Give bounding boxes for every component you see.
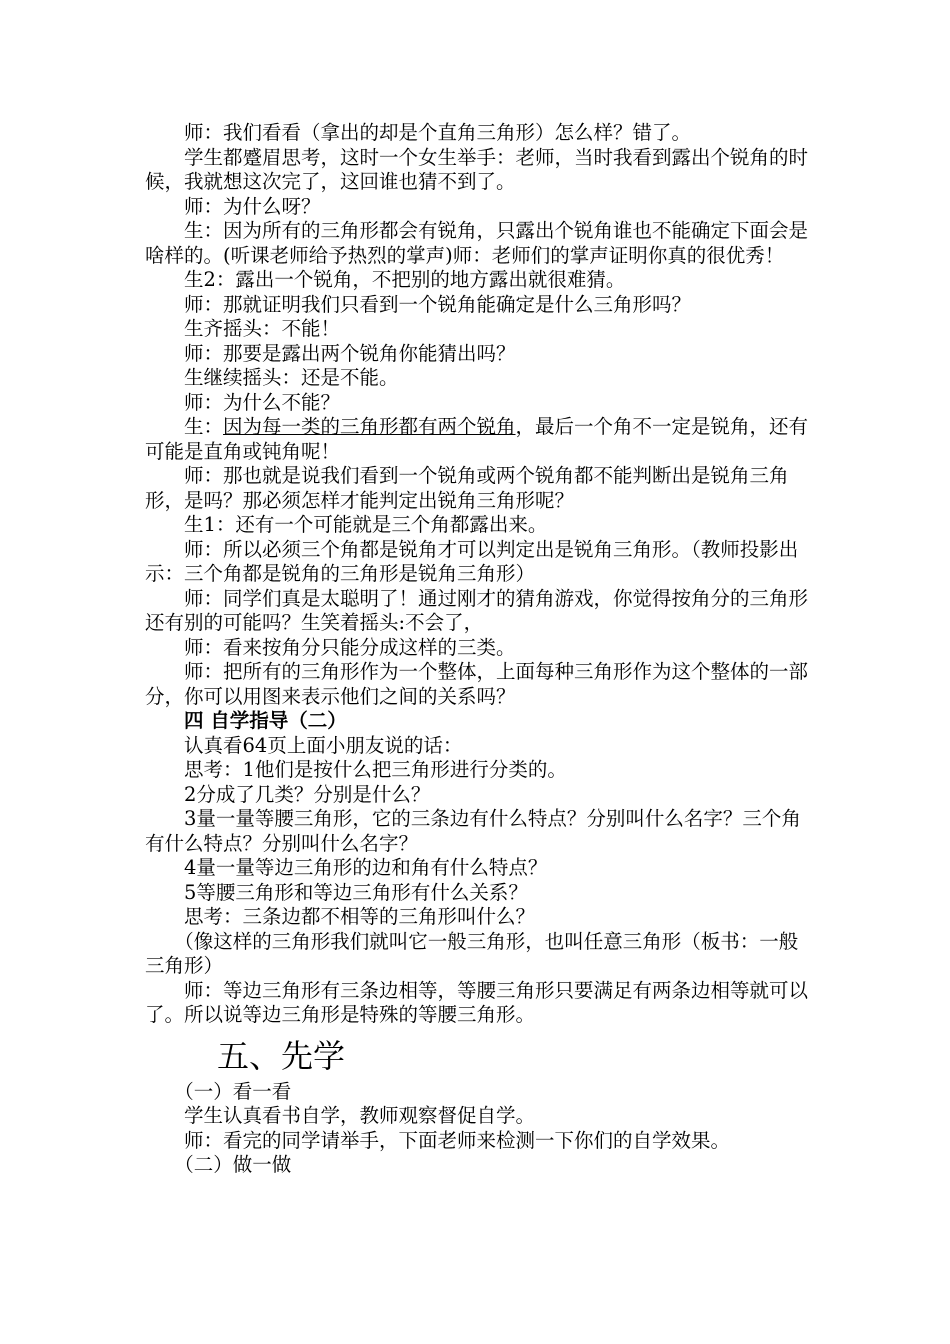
paragraph: 师：等边三角形有三条边相等，等腰三角形只要满足有两条边相等就可以了。所以说等边三角形是特殊的等腰三角形。 bbox=[145, 978, 809, 1026]
paragraph: 生：因为所有的三角形都会有锐角，只露出个锐角谁也不能确定下面会是啥样的。(听课老师给予热烈的掌声)师：老师们的掌声证明你真的很优秀！ bbox=[145, 219, 809, 267]
paragraph: 师：为什么不能？ bbox=[184, 390, 341, 414]
paragraph: 生1：还有一个可能就是三个角都露出来。 bbox=[184, 513, 548, 536]
paragraph: 师：那也就是说我们看到一个锐角或两个锐角都不能判断出是锐角三角形，是吗？那必须怎样才能判定出锐角三角形呢？ bbox=[145, 464, 789, 512]
paragraph: 师：所以必须三个角都是锐角才可以判定出是锐角三角形。（教师投影出示：三个角都是锐角的三角形是锐角三角形） bbox=[145, 537, 799, 585]
paragraph: 师：我们看看（拿出的却是个直角三角形）怎么样？错了。 bbox=[184, 121, 692, 144]
paragraph: 学生认真看书自学，教师观察督促自学。 bbox=[184, 1104, 536, 1127]
paragraph: 思考：三条边都不相等的三角形叫什么？ bbox=[184, 905, 536, 928]
paragraph: （一）看一看 bbox=[174, 1079, 292, 1103]
paragraph: 4量一量等边三角形的边和角有什么特点？ bbox=[184, 856, 548, 879]
speaker-prefix: 生： bbox=[184, 415, 224, 438]
paragraph: （像这样的三角形我们就叫它一般三角形，也叫任意三角形（板书：一般三角形） bbox=[145, 929, 799, 977]
paragraph-suffix: ，最后一个角不一定是锐角，还有可能是直角或钝角呢！ bbox=[145, 415, 809, 463]
paragraph: 生齐摇头：不能！ bbox=[184, 317, 341, 340]
paragraph: 师：为什么呀？ bbox=[184, 194, 321, 218]
paragraph: 师：那就证明我们只看到一个锐角能确定是什么三角形吗？ bbox=[184, 292, 692, 316]
section-heading-5: 五、先学 bbox=[217, 1036, 346, 1075]
section-heading-4: 四 自学指导（二） bbox=[184, 709, 347, 732]
paragraph: 学生都蹙眉思考，这时一个女生举手：老师，当时我看到露出个锐角的时候，我就想这次完了，这回谁也猜不到了。 bbox=[145, 145, 809, 193]
underlined-paragraph bbox=[145, 415, 813, 464]
paragraph: 5等腰三角形和等边三角形有什么关系？ bbox=[184, 880, 528, 904]
paragraph: 思考：1他们是按什么把三角形进行分类的。 bbox=[184, 758, 567, 781]
paragraph: 师：看来按角分只能分成这样的三类。 bbox=[184, 635, 516, 659]
paragraph: 师：把所有的三角形作为一个整体，上面每种三角形作为这个整体的一部分，你可以用图来表示他们之间的关系吗？ bbox=[145, 660, 809, 708]
paragraph: 师：看完的同学请举手，下面老师来检测一下你们的自学效果。 bbox=[184, 1128, 731, 1152]
underlined-text: 因为每一类的三角形都有两个锐角 bbox=[223, 415, 516, 438]
paragraph: 认真看64页上面小朋友说的话： bbox=[184, 733, 463, 757]
paragraph: 生2：露出一个锐角，不把别的地方露出就很难猜。 bbox=[184, 268, 626, 291]
paragraph: 师：那要是露出两个锐角你能猜出吗？ bbox=[184, 341, 516, 365]
paragraph: 师：同学们真是太聪明了！通过刚才的猜角游戏，你觉得按角分的三角形还有别的可能吗？生笑着摇头:不会了， bbox=[145, 586, 809, 634]
paragraph: （二）做一做 bbox=[174, 1153, 292, 1176]
paragraph: 2分成了几类？分别是什么？ bbox=[184, 782, 431, 806]
paragraph: 3量一量等腰三角形，它的三条边有什么特点？分别叫什么名字？三个角有什么特点？分别叫什么名字？ bbox=[145, 807, 801, 855]
document-body bbox=[145, 121, 813, 1178]
paragraph: 生继续摇头：还是不能。 bbox=[184, 366, 399, 389]
